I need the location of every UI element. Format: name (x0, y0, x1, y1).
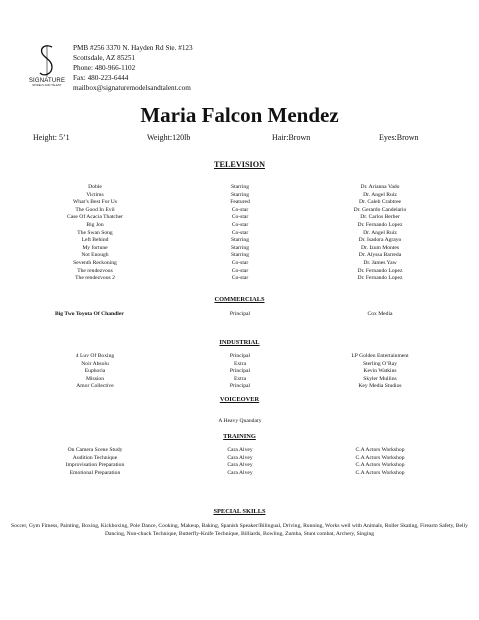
section-title-voiceover: VOICEOVER (219, 396, 260, 403)
television-title: Doble (88, 184, 102, 190)
industrial-role: Extra (233, 375, 247, 382)
television-role: Starring (230, 244, 250, 251)
voiceover-item: A Heavy Quandary (218, 418, 262, 424)
television-title: Seventh Reckoning (73, 259, 117, 266)
contact-phone: Phone: 480-966-1102 (73, 64, 136, 72)
training-teachers-column (190, 447, 290, 477)
television-director: Dr. James Yaw (363, 259, 397, 266)
television-director: Dr. Fernando Lopez (357, 221, 403, 228)
industrial-company: Skyler Mullins (363, 375, 397, 382)
training-course: Audition Technique (72, 454, 118, 461)
training-teacher: Cara Alvey (227, 447, 253, 453)
commercial-role: Principal (229, 311, 251, 317)
television-director: Dr. Isadora Agrayo (358, 237, 402, 244)
television-title: Big Jon (86, 221, 104, 228)
training-school: C.A Actors Workshop (355, 469, 405, 476)
television-title: The rendezvous (77, 267, 113, 274)
industrial-title: Mission (85, 375, 105, 382)
contact-city-line: Scottsdale, AZ 85251 (73, 54, 136, 62)
training-teacher: Cara Alvey (227, 469, 253, 476)
training-teacher: Cara Alvey (227, 454, 253, 461)
television-role: Featured (230, 199, 250, 206)
television-title: Victims (86, 191, 104, 198)
training-teacher: Cara Alvey (227, 462, 253, 469)
industrial-role: Extra (233, 360, 247, 367)
television-titles-column (40, 184, 150, 283)
industrial-companies-column (325, 353, 435, 391)
industrial-roles-column (190, 353, 290, 391)
industrial-role: Principal (229, 353, 251, 359)
television-director: Dr. Alyssa Barreda (358, 252, 402, 259)
television-directors-column (325, 184, 435, 283)
television-role: Co-star (231, 214, 249, 221)
television-role: Co-star (231, 221, 249, 228)
industrial-company: LP Golden Entertainment (351, 353, 409, 359)
television-title: Case Of Acacia Thatcher (67, 214, 123, 221)
television-role: Co-star (231, 259, 249, 266)
training-school: C.A Actors Workshop (355, 447, 405, 453)
training-courses-column (40, 447, 150, 477)
commercial-title: Big Two Toyota Of Chandler (55, 311, 124, 317)
television-title: The rendezvous 2 (75, 275, 115, 282)
section-title-commercials: COMMERCIALS (214, 296, 265, 303)
training-school: C.A Actors Workshop (355, 462, 405, 469)
television-role: Starring (230, 252, 250, 259)
industrial-company: Key Media Studios (358, 383, 402, 390)
industrial-title: Amor Collective (76, 383, 114, 390)
training-schools-column (325, 447, 435, 477)
agency-logo (27, 44, 67, 87)
logo-wordmark: SIGNATURE (28, 78, 66, 84)
industrial-company: Kevin Watkins (363, 368, 397, 375)
commercial-company: Cox Media (367, 311, 393, 317)
television-role: Starring (230, 237, 250, 244)
industrial-company: Sterling O’Ray (362, 360, 398, 367)
contact-address-line: PMB #256 3370 N. Hayden Rd Ste. #123 (73, 44, 193, 52)
television-title: What’s Best For Us (73, 199, 117, 206)
television-role: Starring (230, 184, 250, 190)
stat-weight: Weight:120lb (147, 133, 191, 142)
television-director: Dr. Fernando Lopez (357, 267, 403, 274)
television-director: Dr. Fernando Lopez (357, 275, 403, 282)
television-title: Left Behind (81, 237, 109, 244)
training-course: Emotional Preparation (69, 469, 121, 476)
television-director: Dr. Izum Montes (360, 244, 400, 251)
section-title-special-skills: SPECIAL SKILLS (213, 508, 266, 515)
industrial-role: Principal (229, 383, 251, 390)
section-title-television: TELEVISION (214, 160, 265, 169)
contact-fax: Fax: 480-223-6444 (73, 74, 129, 82)
talent-name: Maria Falcon Mendez (140, 103, 339, 127)
television-director: Dr. Carlos Berber (360, 214, 400, 221)
television-title: My fortune (82, 244, 108, 251)
industrial-title: Noir Absolu (81, 360, 109, 367)
industrial-titles-column (40, 353, 150, 391)
television-director: Dr. Angel Ruiz (363, 191, 397, 198)
television-role: Co-star (231, 267, 249, 274)
television-director: Dr. Arianna Vado (360, 184, 400, 190)
training-course: On Camera Scene Study (67, 447, 123, 453)
special-skills-text: Soccer, Gym Fitness, Painting, Boxing, Kickboxing, Pole Dance, Cooking, Makeup, Baking, Spanish Speaker/Bilingual, Driving, Running, Works well with Animals, Roller Skating, Firearm Safety, Belly Dancing, Nun-chuck Technique, Butterfly-Knife Technique, Billiards, Bowling, Zumba, Stunt combat, Archery, Singing (11, 523, 468, 537)
logo-tagline: MODELS AND TALENT (32, 84, 62, 87)
television-director: Dr. Angel Ruiz (363, 229, 397, 236)
training-course: Improvisation Preparation (65, 462, 125, 469)
contact-email[interactable]: mailbox@signaturemodelsandtalent.com (73, 84, 191, 92)
signature-s-logo-icon (38, 44, 56, 78)
stat-hair: Hair:Brown (272, 133, 311, 142)
television-director: Dr. Caleb Crabtree (358, 199, 402, 206)
stat-eyes: Eyes:Brown (379, 133, 419, 142)
television-role: Co-star (231, 206, 249, 213)
television-title: Not Enough (81, 252, 109, 259)
television-title: The Swan Song (77, 229, 113, 236)
industrial-title: Euphoria (84, 368, 106, 375)
industrial-title: 4 Luv Of Boxing (75, 353, 115, 359)
television-title: The Good In Evil (75, 206, 115, 213)
television-role: Co-star (231, 229, 249, 236)
section-title-training: TRAINING (223, 433, 256, 440)
industrial-role: Principal (229, 368, 251, 375)
television-role: Co-star (231, 275, 249, 282)
section-title-industrial: INDUSTRIAL (219, 339, 260, 346)
television-roles-column (190, 184, 290, 283)
television-role: Starring (230, 191, 250, 198)
stat-height: Height: 5’1 (33, 133, 70, 142)
training-school: C.A Actors Workshop (355, 454, 405, 461)
agency-contact (73, 43, 193, 93)
television-director: Dr. Gerardo Candelario (353, 206, 407, 213)
